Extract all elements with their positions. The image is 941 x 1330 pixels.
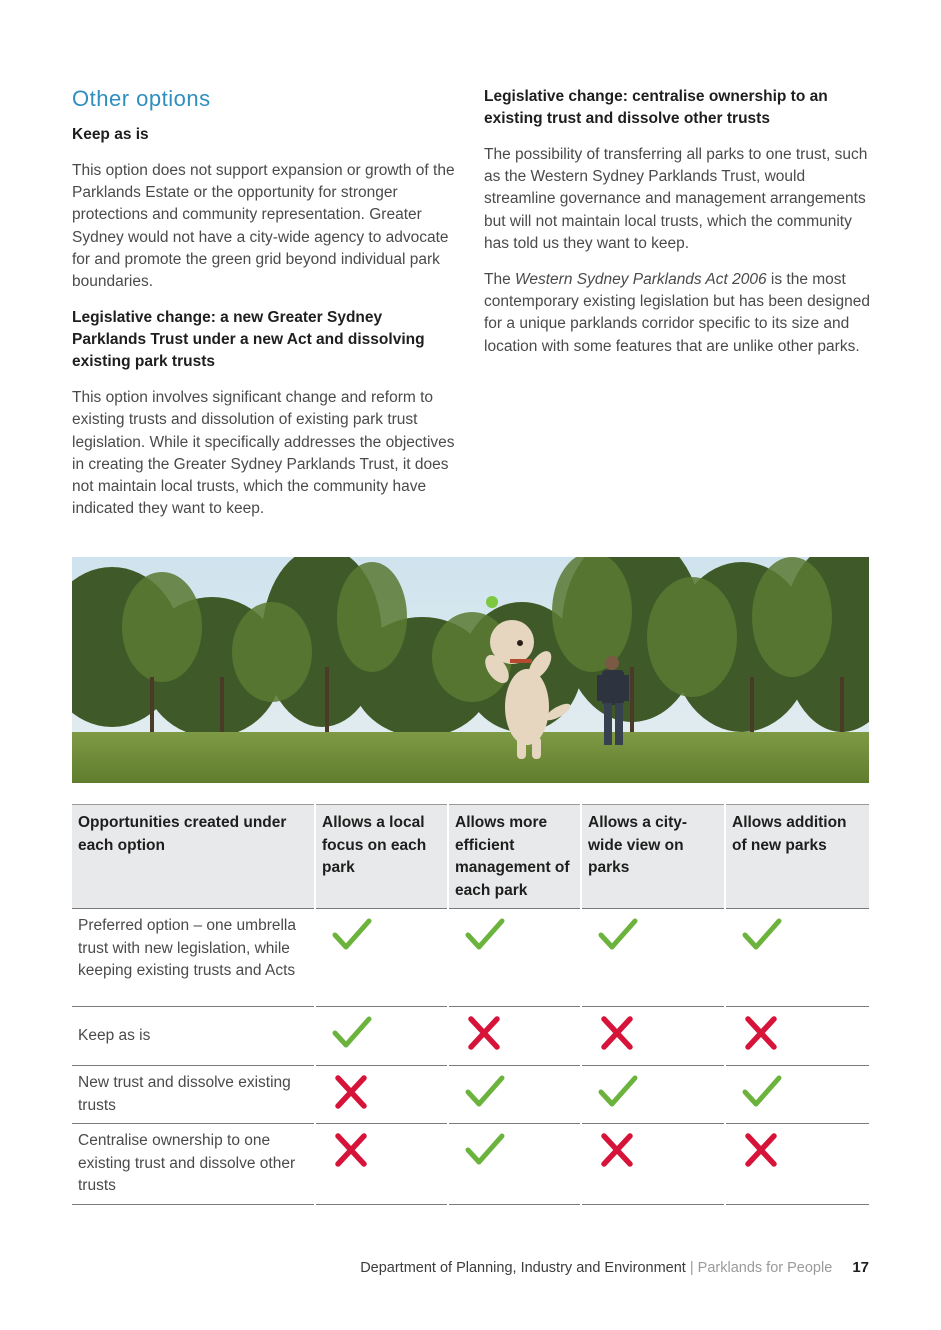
mark-cell	[725, 1066, 869, 1124]
table-header-row	[72, 805, 869, 909]
check-icon	[598, 917, 638, 953]
table-row	[72, 1066, 869, 1124]
mark-cell	[581, 909, 725, 1007]
mark-cell	[448, 909, 581, 1007]
mark-cell	[581, 1066, 725, 1124]
mark-cell	[725, 1007, 869, 1066]
mark-cell	[725, 909, 869, 1007]
mark-cell	[315, 1066, 448, 1124]
cross-icon	[742, 1132, 782, 1168]
new-trust-paragraph: This option involves significant change and reform to existing trusts and dissolution of existing park trust legislation. While it specifically addresses the objectives in creating the Greater Sydney Parklands Trust, it does not maintain local trusts, which the community have indicated they want to keep.	[72, 389, 455, 518]
option-label: New trust and dissolve existing trusts	[72, 1066, 315, 1124]
wsp-act-title: Western Sydney Parklands Act 2006	[515, 271, 767, 289]
column-header: Opportunities created under each option	[72, 805, 315, 909]
check-icon	[465, 1074, 505, 1110]
mark-cell	[315, 1124, 448, 1205]
mark-cell	[581, 1007, 725, 1066]
option-label: Centralise ownership to one existing trust and dissolve other trusts	[72, 1124, 315, 1205]
check-icon	[742, 917, 782, 953]
mark-cell	[448, 1066, 581, 1124]
mark-cell	[581, 1124, 725, 1205]
cross-icon	[332, 1132, 372, 1168]
options-table	[72, 804, 869, 1205]
check-icon	[465, 1132, 505, 1168]
mark-cell	[315, 1007, 448, 1066]
cross-icon	[742, 1015, 782, 1051]
keep-as-is-paragraph: This option does not support expansion or growth of the Parklands Estate or the opportunity for stronger protections and community representation. Greater Sydney would not have a city-wide agency to advocate for and promote the green grid beyond individual park boundaries.	[72, 162, 455, 291]
cross-icon	[598, 1132, 638, 1168]
check-icon	[332, 1015, 372, 1051]
cross-icon	[465, 1015, 505, 1051]
check-icon	[742, 1074, 782, 1110]
page-footer	[360, 1259, 869, 1276]
centralise-heading: Legislative change: centralise ownership to an existing trust and dissolve other trusts	[484, 88, 828, 127]
column-header: Allows addition of new parks	[725, 805, 869, 909]
wsp-act-pre: The	[484, 271, 516, 289]
column-header: Allows a city-wide view on parks	[581, 805, 725, 909]
cross-icon	[332, 1074, 372, 1110]
park-photo	[72, 557, 869, 783]
section-title: Other options	[72, 86, 211, 111]
footer-separator: |	[689, 1260, 694, 1276]
check-icon	[332, 917, 372, 953]
wsp-act-post: is the most contemporary existing legislation but has been designed for a unique parklands corridor specific to its size and location with some features that are unlike other parks.	[484, 271, 871, 355]
column-header: Allows a local focus on each park	[315, 805, 448, 909]
centralise-paragraph: The possibility of transferring all parks to one trust, such as the Western Sydney Parklands Trust, would streamline governance and management arrangements but will not maintain local trusts, which the community has told us they want to keep.	[484, 146, 868, 252]
column-header: Allows more efficient management of each park	[448, 805, 581, 909]
footer-department: Department of Planning, Industry and Environment	[360, 1260, 686, 1276]
page-number: 17	[852, 1259, 869, 1276]
option-label: Keep as is	[72, 1007, 315, 1066]
table-row	[72, 909, 869, 1007]
new-trust-heading: Legislative change: a new Greater Sydney Parklands Trust under a new Act and dissolving existing park trusts	[72, 309, 425, 371]
option-label: Preferred option – one umbrella trust with new legislation, while keeping existing trusts and Acts	[72, 909, 315, 1007]
footer-publication: Parklands for People	[697, 1260, 833, 1276]
check-icon	[598, 1074, 638, 1110]
wsp-act-paragraph	[484, 269, 874, 358]
mark-cell	[315, 909, 448, 1007]
mark-cell	[448, 1007, 581, 1066]
left-column	[72, 86, 460, 534]
table-row	[72, 1124, 869, 1205]
right-column	[484, 86, 874, 372]
mark-cell	[448, 1124, 581, 1205]
cross-icon	[598, 1015, 638, 1051]
check-icon	[465, 917, 505, 953]
mark-cell	[725, 1124, 869, 1205]
keep-as-is-heading: Keep as is	[72, 126, 149, 143]
table-row	[72, 1007, 869, 1066]
